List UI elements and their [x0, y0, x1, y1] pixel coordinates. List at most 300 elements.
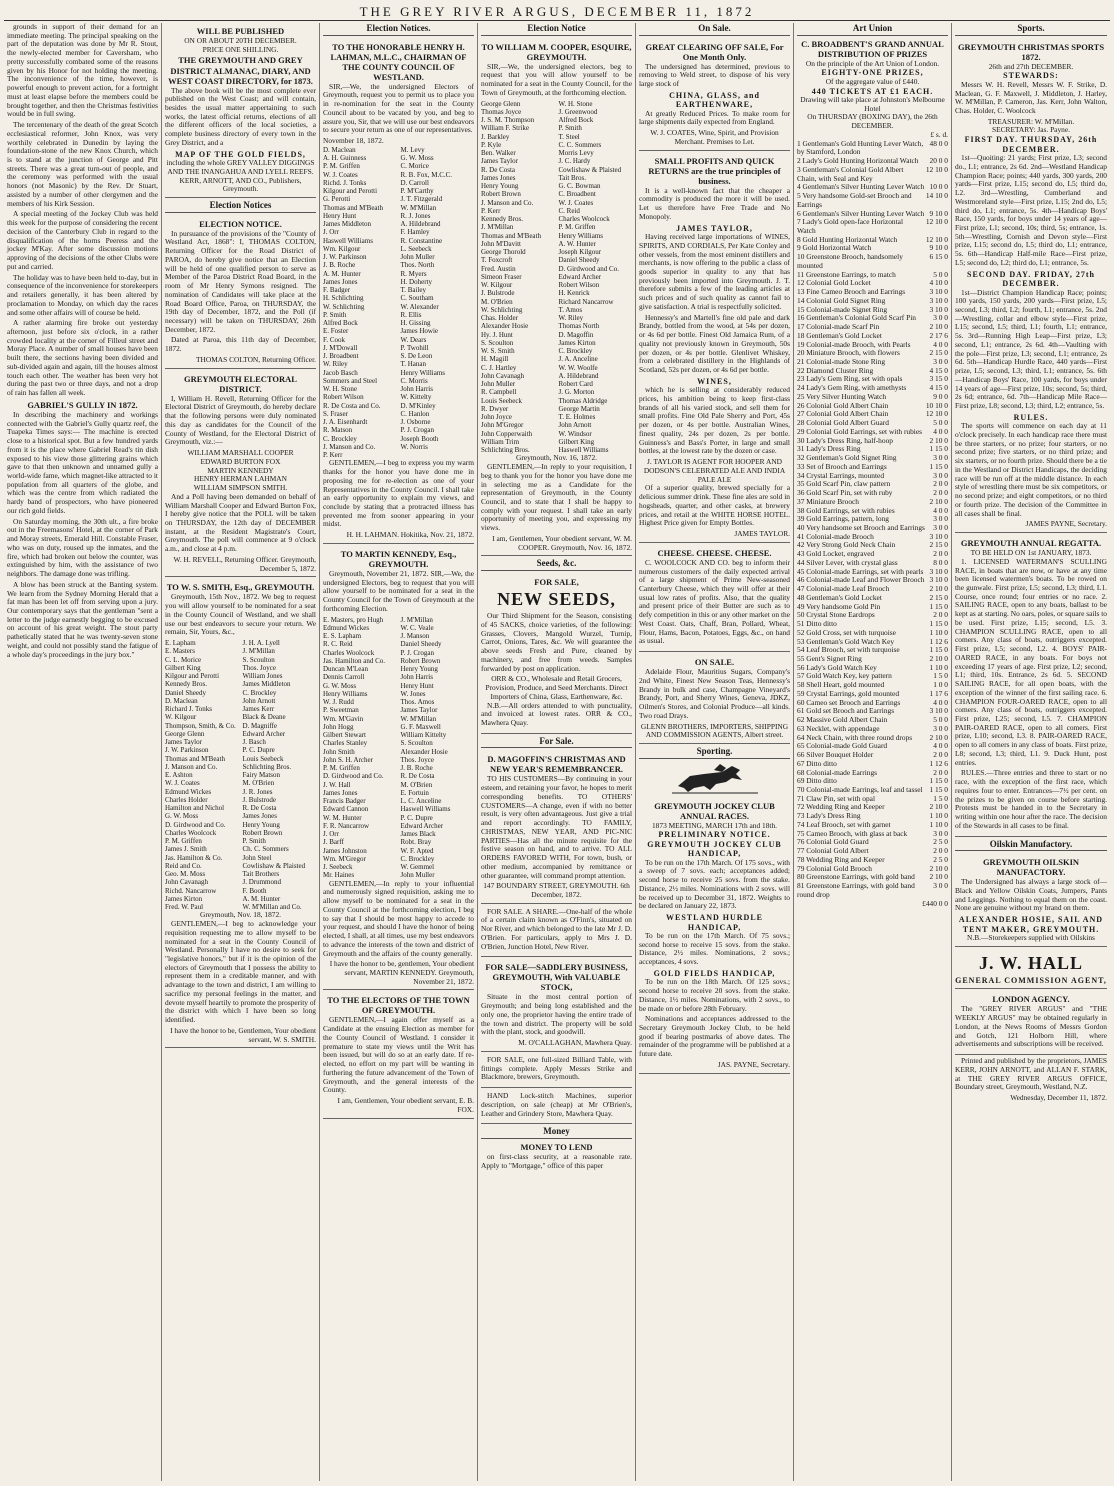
signatory-name: Thos. Joyce	[400, 755, 434, 764]
signatory-name: James Johnston	[323, 846, 367, 855]
ad-body: The above book will be the most complete ever published on the West Coast; and will contain, besides the usual matter appertaining to such works, the latest official returns, elections of all the different officers of the local societies, a complete business directory of every town in the Grey District, and a	[165, 85, 316, 147]
news-paragraph: grounds in support of their demand for an immediate meeting. The principal speaking on the part of the deputation was done by Mr R. Stout, the newly-elected member for Caversham, who pretty successfully combated some of the reasons given by his Honor for not holding the meeting. The inconvenience of the time, however, is powerful enough to prevent action, for a fortnight must at least elapse before the members could be brought together, and then the Christmas festivities would be in full swing.	[7, 23, 158, 119]
prize-description: 11 Greenstone Earrings, to match	[797, 269, 896, 279]
prize-description: 35 Gold Scarf Pin, claw pattern	[797, 479, 891, 489]
reply-signature: I have the honor to be, Gentlemen, Your obedient servant, W. S. SMITH.	[170, 1025, 316, 1044]
signatory-name: Charles Holder	[165, 795, 208, 804]
signatory-name: D. Girdwood and Co.	[558, 264, 619, 273]
prize-value: 2 10 0	[929, 584, 948, 594]
signatory-name: C. Reid	[558, 206, 580, 215]
signatory-name: C. Morris	[400, 376, 428, 385]
signatory-list	[323, 616, 474, 880]
signatory-name: C. J. Hartley	[481, 363, 517, 372]
ad-title: GREYMOUTH JOCKEY CLUB ANNUAL RACES.	[654, 800, 775, 821]
ad-body: TO HIS CUSTOMERS—By continuing in your esteem, and retaining your favor, he hopes to merit corresponding benefits. TO OTHERS' CUSTOMERS—A change, even if with no better result, is very often advantageous. Just give a trial and report accordingly. TO FAMILY, CHRISTMAS, NEW YEAR, AND PIC-NIC PARTIES—Has all the minute requisite for the festive season on hand, and to arrive. TO ALL ORDERS FAVORED WITH, For town, bush, or other medium, accompanied by remittance or other guarantee, will command prompt attention.	[481, 774, 632, 880]
prize-value: 3 15 0	[929, 374, 948, 384]
prize-description: 30 Lady's Dress Ring, half-hoop	[797, 435, 893, 445]
stewards-list: Messrs W. H. Revell, Messrs W. F. Strike, D. Maclean, G. F. Maxwell, J. Middleton, J. Harley, W. M'Millan, P. Cameron, Jas. Kerr, John Walton, Chas. Holder, C. Woolcock	[955, 79, 1107, 116]
signatory-name: John S. H. Archer	[323, 755, 373, 764]
signatory-name: J. M'Dowall	[323, 343, 358, 352]
signatory-name: Edward Cannon	[323, 805, 369, 814]
signatory-name: D. Maclean	[323, 145, 356, 154]
billiard-table-for-sale	[481, 1054, 632, 1088]
signatory-name: P. Kyle	[481, 140, 502, 149]
race-details: To be run on the 17th March. Of 175 sovs., with a sweep of 7 sovs. each; acceptances added; second horse to receive 25 sovs. from the stake. Distance, 2½ miles. Nominations with 2 sovs. will be received up to December 31, 1872. Weights to be declared on January 22, 1873.	[639, 857, 790, 911]
prize-value: 6 15 0	[929, 252, 948, 262]
prize-value: 2 5 0	[933, 854, 948, 864]
signatory-name: Jacob Basch	[323, 368, 358, 377]
signatory-name: W. J. Rudd	[323, 698, 354, 707]
signatory-name: Robt. Bray	[400, 838, 432, 847]
prize-description: 42 Very Strong Gold Neck Chain	[797, 540, 896, 550]
cooper-requisition	[481, 39, 632, 557]
prize-description: 41 Colonial-made Brooch	[797, 531, 874, 541]
signatory-name: F. Badger	[323, 286, 351, 295]
prize-description: 45 Colonial-made Earrings, set with pearls	[797, 566, 924, 576]
signatory-name: W. J. Coates	[558, 198, 594, 207]
prize-description: 22 Diamond Cluster Ring	[797, 365, 874, 375]
signatory-name: D. Carroll	[400, 178, 429, 187]
signatory-name: W. M'Millan and Co.	[242, 903, 302, 912]
events-list: 1st—Quoiting: 21 yards; First prize, L3; second do., L1; entrance, 2s 6d. 2nd—Westland Handicap Champion Race; points; 440 yards, 300 yards, 200 yards—First prize, L15; second do, L5; third do, L2. 3rd—Wrestling, Cumberland and Westmoreland style—First prize, L15; 2nd do, L5; third do, L1; entrance, 5s. 4th—Handicap Boys' Race, 150 yards, for boys under 14 years of age—First prize, L1; second, 10s; third, 5s; entrance, 1s. 5th—Wrestling, Cornish and Devon style—First prize, L15; second do, L5; third do, L1; entrance, 5s. 6th—Handicap Half-mile Race—First prize, L5; second do, L2; third do, L1; entrance, 5s.	[955, 153, 1107, 267]
prize-value: 5 0 0	[933, 418, 948, 428]
signatory-name: William Kittelty	[400, 731, 447, 740]
prize-description: 6 Gentleman's Silver Hunting Lever Watch	[797, 208, 925, 218]
prize-row	[797, 882, 948, 899]
ad-body: which he is selling at considerably reduced prices, his ambition being to keep first-class brands of all his varied stock, and sell them for small profits. Fine Old Pale Sherry and Port, 45s per dozen, or 4s per bottle. Australian Wines, finest quality, 24s per dozen, 2s per bottle. Guinness's and Bass's Porter, in large and small bottles, at the lowest rate by the dozen or case.	[639, 385, 790, 456]
ad-body: Hennessy's and Martell's fine old pale and dark Brandy, bottled from the wood, at 54s per dozen, or 4s 6d per bottle. Finest Old Jamaica Rum, of a quality not previously known in Greymouth, 50s per dozen, or 4s per bottle. Glenlivet Whiskey, from a celebrated distillery in the Highlands of Scotland, 52s per dozen, or 4s 6d per bottle.	[639, 312, 790, 375]
ad-title: D. MAGOFFIN'S CHRISTMAS AND NEW YEAR'S REMEMBRANCER.	[487, 754, 626, 775]
signatory-name: John M'Gregor	[481, 421, 524, 430]
signatory-name: Alfred Bock	[323, 319, 358, 328]
prize-description: 24 Lady's Gem Ring, with amethysts	[797, 383, 907, 393]
ad-body: Of a superior quality, brewed specially for a delicious summer drink. These fine ales are sold in hogsheads, quarter, and other casks, at brewery prices, and retail at the WHITE HORSE HOTEL. Highest Price given for Empty Bottles.	[639, 483, 790, 528]
kennedy-requisition	[323, 546, 474, 991]
notice-label: PRELIMINARY NOTICE.	[658, 830, 771, 840]
signatory-name: J. Orr	[323, 830, 339, 839]
prize-value: 3 0 0	[933, 470, 948, 480]
ad-signature: JAMES TAYLOR.	[734, 529, 790, 539]
signatory-list	[481, 100, 632, 455]
signatory-name: James Middleton	[323, 220, 372, 229]
signatory-name: Fred. W. Paul	[165, 903, 204, 912]
prize-description: 47 Colonial-made Leaf Brooch	[797, 584, 890, 594]
signatory-name: R. Constantine	[400, 236, 443, 245]
signatory-name: Mr. Haines	[323, 871, 355, 880]
signatory-list	[165, 639, 316, 911]
signatory-name: R. De Costa	[481, 165, 516, 174]
news-paragraph: A rather alarming fire broke out yesterday afternoon, just before six o'clock, in a rather crowded locality at the corner of Filleul street and Moray Place. A number of small houses have been built there, the sections having been divided and sub-divided again and again, till the houses almost touch each other. The weather has been very hot during the past two or three days, and not a drop of rain has fallen all week.	[7, 318, 158, 398]
signatory-name: James Howie	[400, 327, 439, 336]
signatory-name: W. Alexander	[400, 302, 439, 311]
prize-description: 7 Lady's Gold open-face Horizontal Watch	[797, 217, 903, 235]
ad-body: The "GREY RIVER ARGUS" and "THE WEEKLY ARGUS" may be obtained regularly in London, at the News Rooms of Messrs Gordon and Gotch, 121 Holborn Hill, where advertisements and subscriptions will be received.	[955, 1004, 1107, 1049]
signatory-name: Richard Nancarrow	[558, 297, 614, 306]
signatory-name: J. W. Parkinson	[165, 746, 209, 755]
signatory-name: E. Lapham	[165, 639, 196, 648]
signatory-name: T. Steel	[558, 132, 580, 141]
ad-agent: J. TAYLOR IS AGENT FOR HOOPER AND DODSON'S CELEBRATED ALE AND INDIA PALE ALE	[643, 457, 786, 484]
signatory-name: Wm. M'Gregor	[323, 854, 366, 863]
signatory-name: J. R. Jones	[242, 787, 273, 796]
signatory-name: Henry Young	[242, 820, 280, 829]
signatory-name: Tait Bros.	[558, 173, 587, 182]
signatory-name: G. Perotti	[323, 195, 351, 204]
prize-description: 38 Gold Earrings, set with rubies	[797, 505, 895, 515]
ad-map-detail: including the whole GREY VALLEY DIGGINGS AND THE INANGAHUA AND LYELL REEFS.	[166, 158, 315, 176]
prize-description: 9 Gold Horizontal Watch	[797, 243, 872, 253]
prize-description: 61 Gold set Brooch and Earrings	[797, 706, 895, 716]
signatory-name: Kennedy Bros.	[165, 680, 207, 689]
signatory-name: G. W. Moss	[165, 812, 199, 821]
candidate: WILLIAM MARSHALL COOPER	[187, 448, 294, 458]
art-union-subtitle: On the principle of the Art Union of London.	[805, 58, 940, 68]
prize-value: 2 0 0	[933, 549, 948, 559]
prize-value: 2 0 0	[933, 846, 948, 856]
prize-value: 2 0 0	[933, 767, 948, 777]
prize-value: 3 10 0	[929, 531, 948, 541]
signatory-name: M. Levy	[400, 145, 425, 154]
prize-description: 64 Neck Chain, with three round drops	[797, 732, 913, 742]
signatory-name: J. M'Millan	[400, 615, 433, 624]
requisition-body: SIR,—We, the undersigned Electors of Greymouth, request you to permit us to place you in re-nomination for the seat in the County Council about to be vacated by you, and beg to assure you, Sir, that we will use our best endeavors to secure your return as one of our representatives.	[323, 81, 474, 135]
signatory-name: P. Sweetman	[323, 706, 359, 715]
prize-description: 51 Ditto ditto	[797, 619, 837, 629]
prize-description: 58 Shell Heart, gold mounted	[797, 680, 885, 690]
prize-description: 71 Claw Pin, set with opal	[797, 793, 876, 803]
currency-header: £ s. d.	[930, 129, 948, 139]
prize-value: 1 10 0	[929, 819, 948, 829]
prize-value: 1 15 0	[929, 645, 948, 655]
signatory-name: H. Magill	[481, 355, 509, 364]
signatory-name: William Trim	[481, 437, 520, 446]
signatory-name: John Joyce	[481, 413, 512, 422]
column-art-union	[794, 23, 952, 1481]
signatory-name: P. J. Crogan	[400, 426, 434, 435]
prize-value: 1 15 0	[929, 619, 948, 629]
news-paragraph: A blow has been struck at the Banting system. We learn from the Sydney Morning Herald that a fat man has been let off from serving upon a jury. Our contemporary says that the gentleman "sent a letter to the judge earnestly begging to be excused on account of his great weight. The stout party pathetically stated that he was twenty-seven stone weight, and could not possibly stand the fatigue of a whole day's proceedings in the jury box."	[7, 579, 158, 659]
ad-body: Nominations and acceptances addressed to the Secretary Greymouth Jockey Club, to be held good if bearing postmarks of above dates. The remainder of the programme will be published at a future date.	[639, 1014, 790, 1059]
signatory-name: J. Barkley	[481, 132, 510, 141]
prize-value: 2 15 0	[929, 592, 948, 602]
signatory-name: G. C. Bowman	[558, 182, 601, 191]
ad-dates: 26th and 27th DECEMBER.	[988, 61, 1074, 71]
signatory-name: James Jones	[323, 788, 358, 797]
signatory-name: James J. Smith	[165, 845, 207, 854]
prize-description: 40 Very handsome set Brooch and Earrings	[797, 522, 925, 532]
race-details: To be run on the 18th March. Of 125 sovs.; second horse to receive 20 sovs. from the stake. Distance, 1½ miles. Nominations, with 2 sovs., to be made on or before 28th February.	[639, 977, 790, 1013]
art-union-title: C. BROADBENT'S GRAND ANNUAL DISTRIBUTION OF PRIZES	[801, 38, 944, 59]
prize-value: 1 15 0	[929, 776, 948, 786]
prize-description: 16 Gentleman's Colonial Gold Scarf Pin	[797, 313, 916, 323]
prize-value: 1 5 0	[933, 793, 948, 803]
prize-value: 2 15 0	[929, 540, 948, 550]
signatory-name: C. Hanlon	[400, 409, 430, 418]
prize-value: 2 10 0	[929, 653, 948, 663]
signatory-name: C. Brockley	[558, 347, 593, 356]
signatory-name: R. De Costa	[242, 804, 277, 813]
signatory-name: A. M. Hunter	[242, 894, 281, 903]
signatory-name: Daniel Sheedy	[165, 688, 207, 697]
prize-description: 50 Crystal Stone Eardrops	[797, 610, 875, 620]
signatory-name: Thos. North	[400, 261, 435, 270]
signatory-name: John Steel	[242, 853, 272, 862]
prize-description: 80 Greenstone Earrings, with gold band	[797, 872, 915, 882]
signatory-name: John Muller	[400, 253, 435, 262]
prize-row	[797, 166, 948, 183]
signatory-name: W. Riley	[558, 314, 584, 323]
prize-description: 5 Very handsome Gold-set Brooch and Earrings	[797, 191, 912, 209]
signatory-name: W. Schlichting	[481, 305, 523, 314]
ad-subtitle: GENERAL COMMISSION AGENT,	[955, 975, 1107, 985]
signatory-name: Robert Brown	[400, 656, 441, 665]
regatta-rules: RULES.—Three entries and three to start or no race, with the exception of the first race, which requires four to enter. Entrances—7½ per cent. on the prizes to be given on course before starting. Protests must be handed in to the Secretary in writing within one hour after the race. The decision of the Stewards in all cases to be final.	[955, 768, 1107, 830]
prize-value: 4 0 0	[933, 697, 948, 707]
signatory-name: Richard J. Tonks	[165, 705, 213, 714]
prize-description: 3 Gentleman's Colonial Gold Albert Chain, with Seal and Key	[797, 164, 904, 183]
prize-value: 3 10 0	[929, 566, 948, 576]
prize-value: Of the aggregate value of £440.	[825, 76, 920, 86]
signatory-name: Henry Williams	[323, 689, 368, 698]
saddlery-for-sale	[481, 959, 632, 1051]
signatory-name: Wm. Kilgour	[323, 244, 361, 253]
signatory-name: T. Foxcroft	[481, 256, 513, 265]
jockey-club-ad	[639, 798, 790, 1074]
prize-description: 12 Colonial Gold Locket	[797, 278, 871, 288]
signatory-name: Kennedy Bros.	[481, 215, 523, 224]
signatory-name: M. O'Brien	[481, 297, 513, 306]
signatory-name: Charles Woolcock	[165, 828, 217, 837]
prize-description: 65 Colonial-made Gold Guard	[797, 741, 888, 751]
signatory-name: John Cavanagh	[165, 878, 208, 887]
signatory-name: H. Doherty	[400, 277, 432, 286]
prize-description: 18 Gentleman's Gold Locket	[797, 330, 882, 340]
signatory-name: J. W. Hall	[323, 780, 351, 789]
prize-value: 1 0 0	[933, 680, 948, 690]
section-heading: Money	[481, 1126, 632, 1139]
signatory-name: John M'Davitt	[481, 239, 521, 248]
column-almanac-elections	[162, 23, 320, 1481]
ad-price: PRICE ONE SHILLING.	[202, 44, 279, 54]
day-heading: FIRST DAY. THURSDAY, 26th DECEMBER.	[964, 135, 1098, 154]
signatory-name: P. M. Griffen	[558, 223, 596, 232]
signatory-name: Schlichting Bros.	[481, 446, 530, 455]
ad-title: SMALL PROFITS AND QUICK RETURNS are the true principles of business.	[648, 155, 781, 186]
glenn-on-sale-ad	[639, 654, 790, 744]
signatory-name: A. Hildebrand	[400, 220, 441, 229]
prize-value: 4 15 0	[929, 383, 948, 393]
ad-body: C. WOOLCOCK AND CO. beg to inform their numerous customers of the daily expected arrival of a large shipment of Prime New-seasoned Canterbury Cheese, which they will offer at their usual low rates of profits. Also, that the quality and present price of their Butter are such as to defy competition in this or any other market on the West Coast. Oats, Chaff, Bran, Pollard, Wheat, Flour, Hams, Bacon, Potatoes, Eggs, &c., on hand as usual.	[639, 557, 790, 646]
signatory-name: J. Bulstrode	[242, 795, 276, 804]
signatory-name: Henry Hunt	[400, 681, 434, 690]
ad-signature: JAS. PAYNE, Secretary.	[717, 1059, 790, 1069]
signatory-name: T. E. Holmes	[558, 413, 596, 422]
prize-description: 29 Colonial Gold Earrings, set with rubies	[797, 426, 923, 436]
signatory-name: P. J. Crogan	[400, 648, 434, 657]
signatory-name: James Taylor	[481, 157, 518, 166]
stewards-heading: STEWARDS:	[1003, 71, 1059, 81]
prize-value: 3 10 0	[929, 295, 948, 305]
prize-value: 3 10 0	[929, 287, 948, 297]
signatory-name: S. Fraser	[323, 409, 348, 418]
signatory-name: J. Manson and Co.	[165, 762, 218, 771]
signatory-name: J. Manson and Co.	[323, 442, 376, 451]
ad-title: CHEESE. CHEESE. CHEESE.	[657, 547, 772, 558]
address-title: TO THE ELECTORS OF THE TOWN OF GREYMOUTH.	[327, 995, 470, 1016]
oilskin-ad	[955, 854, 1107, 947]
signatory-name: W. Norris	[400, 442, 428, 451]
prize-description: 66 Silver Bouquet Holder	[797, 750, 874, 760]
share-for-sale	[481, 906, 632, 958]
column-cooper-seeds-sale	[478, 23, 636, 1481]
signatory-name: A. W. Hunter	[558, 239, 596, 248]
signatory-name: Edmund Wickes	[165, 787, 212, 796]
prize-description: 56 Lady's Gold Watch Key	[797, 662, 877, 672]
signatory-name: H. Schlichting	[323, 294, 364, 303]
ad-title: MONEY TO LEND	[520, 1141, 593, 1152]
notice-signature: W. H. REVELL, Returning Officer. Greymouth, December 5, 1872.	[173, 554, 316, 573]
prize-value: 3 10 0	[929, 304, 948, 314]
signatory-name: Daniel Sheedy	[558, 256, 600, 265]
signatory-name: John Muller	[400, 871, 435, 880]
prize-description: 8 Gold Hunting Horizontal Watch	[797, 234, 898, 244]
ad-headline: WILL BE PUBLISHED	[196, 26, 285, 36]
prize-value: 2 10 0	[929, 435, 948, 445]
imprint-text: Printed and published by the proprietors, JAMES KERR, JOHN ARNOTT, and ALLAN F. STARK, at THE GREY RIVER ARGUS OFFICE, Boundary street, Greymouth, Westland, N.Z.	[955, 1056, 1107, 1092]
prize-value: 1 12 6	[929, 636, 948, 646]
prize-value: 2 10 0	[929, 732, 948, 742]
signatory-name: Simeon Fraser	[481, 272, 522, 281]
prize-value: 4 10 0	[929, 278, 948, 288]
signatory-name: P. Smith	[242, 837, 266, 846]
section-heading: On Sale.	[639, 23, 790, 36]
candidate: MARTIN KENNEDY	[207, 465, 274, 475]
christmas-sports-ad	[955, 39, 1107, 533]
signatory-name: W. F. Apted	[400, 846, 434, 855]
signatory-name: J. T. Fitzgerald	[400, 195, 443, 204]
prize-description: 73 Lady's Dress Ring	[797, 811, 861, 821]
signatory-name: J. G. Morton	[558, 388, 595, 397]
ad-body: The undersigned has determined, previous to removing to Weld street, to dispose of his very large stock of	[639, 61, 790, 89]
signatory-name: P. Kerr	[323, 451, 343, 460]
signatory-name: Thomas and M'Beath	[481, 231, 541, 240]
signatory-name: F. Cook	[323, 335, 346, 344]
signatory-name: J. B. Roche	[323, 261, 356, 270]
prize-description: 27 Colonial Gold Albert Chain	[797, 409, 889, 419]
prize-description: 26 Colonial Gold Albert Chain	[797, 400, 889, 410]
signatory-name: John Hogg	[323, 722, 354, 731]
prize-value: 1 5 0	[933, 671, 948, 681]
prize-description: 4 Gentleman's Silver Hunting Lever Watch	[797, 182, 925, 192]
signatory-name: Gilbert Stewart	[323, 731, 366, 740]
lahman-requisition	[323, 39, 474, 544]
notice-body: In pursuance of the provisions of the "County of Westland Act, 1868": I, THOMAS COLTON, Returning Officer for the Road District of PAROA, do hereby give notice that an Election will be held of one qualified person to serve as Member of the Paroa District Road Board, in the room of Mr Henry Symons resigned. The nomination of Candidates will take place at the Road Board Office, Paroa, on THURSDAY, the 19th day of December, 1872, and the Poll (if necessary) will be taken on THURSDAY, 26th December, 1872.	[165, 228, 316, 334]
signatory-name: Cowlishaw & Plaisted	[242, 861, 306, 870]
signatory-name: W. S. Smith	[481, 347, 515, 356]
prize-value: 1 10 0	[929, 662, 948, 672]
ad-body: HAND Lock-stitch Machines, superior description, on sale (cheap) at Mr O'Brien's, Leather and Grindery Store, Mawhera Quay.	[481, 1091, 632, 1118]
signatory-name: Haswell Williams	[400, 805, 451, 814]
signatory-name: John Harris	[400, 385, 433, 394]
signatory-name: R. Matson	[323, 426, 353, 435]
ad-dates: TO BE HELD ON 1st JANUARY, 1873.	[970, 548, 1092, 558]
prize-row	[797, 253, 948, 270]
signatory-name: C. C. Sommers	[558, 140, 602, 149]
signatory-name: P. Kerr	[481, 206, 501, 215]
signatory-name: Henry Young	[400, 665, 438, 674]
prize-description: 13 Fine Cameo Brooch and Earrings	[797, 287, 906, 297]
signatory-name: Fairy Matson	[242, 771, 281, 780]
signatory-name: C. Brockley	[323, 434, 357, 443]
signatory-name: Charles Woolcock	[558, 215, 610, 224]
signatory-name: John Muller	[481, 380, 516, 389]
signatory-name: A. H. Guinness	[323, 154, 367, 163]
signatory-name: M. O'Brien	[242, 779, 275, 788]
signatory-name: G. F. Maxwell	[400, 722, 441, 731]
prize-value: 3 10 0	[929, 575, 948, 585]
signatory-name: W. H. Stone	[323, 385, 357, 394]
signatory-name: W. Dears	[400, 335, 427, 344]
prize-value: 2 0 0	[933, 750, 948, 760]
column-on-sale-sporting	[636, 23, 794, 1481]
signatory-name: F. Hamley	[400, 228, 430, 237]
signatory-name: James Jones	[242, 812, 277, 821]
ad-note: N.B.—All orders attended to with punctuality, and invoiced at lowest rates. ORR & CO., Mawhera Quay.	[481, 700, 632, 728]
signatory-name: Alexander Hosie	[481, 322, 529, 331]
column-sports	[952, 23, 1110, 1481]
prize-total: £440 0 0	[922, 898, 948, 908]
prize-description: 25 Very Silver Hunting Watch	[797, 391, 887, 401]
column-news	[4, 23, 162, 1481]
signatory-name: J. M'Millan	[242, 647, 275, 656]
signatory-name: S. De Leon	[400, 352, 433, 361]
hall-ad	[955, 949, 1107, 990]
ad-body: FOR SALE, one full-sized Billiard Table, with fittings complete. Apply Messrs Strike and Blackmore, brewers, Greymouth.	[481, 1054, 632, 1082]
signatory-name: Edmund Wickes	[323, 623, 370, 632]
ad-body: Situate in the most central portion of Greymouth; and being long established and the only one, the proprietor having the entire trade of the town and district. The property will be sold with the plant, stock, and goodwill.	[481, 992, 632, 1037]
ad-title: ON SALE.	[694, 657, 735, 668]
signatory-name: J. H. A. Lyell	[242, 639, 280, 648]
prize-row	[797, 192, 948, 209]
prize-value: 2 10 0	[929, 802, 948, 812]
prize-value: 1 10 0	[929, 811, 948, 821]
article-title: GABRIEL'S GULLY IN 1872.	[27, 399, 138, 410]
prize-description: 78 Wedding Ring and Keeper	[797, 854, 885, 864]
signatory-name: Charles Stanley	[323, 739, 368, 748]
notice-signature: THOMAS COLTON, Returning Officer.	[196, 354, 316, 364]
prize-description: 55 Gent's Signet Ring	[797, 653, 862, 663]
signatory-name: Black & Deane	[242, 713, 286, 722]
prize-description: 2 Lady's Gold Hunting Horizontal Watch	[797, 156, 919, 166]
signatory-name: George Glenn	[481, 99, 521, 108]
prize-value: 2 10 0	[929, 322, 948, 332]
signatory-name: A. Hildebrand	[558, 371, 599, 380]
signatory-name: G. W. Moss	[400, 154, 434, 163]
prize-description: 39 Gold Earrings, pattern, long	[797, 514, 889, 524]
prize-description: 76 Colonial Gold Guard	[797, 837, 869, 847]
prize-description: 21 Colonial-made Stone Ring	[797, 357, 886, 367]
prize-value: 2 0 0	[933, 610, 948, 620]
signatory-name: James Middleton	[242, 680, 291, 689]
prize-row	[797, 140, 948, 157]
signatory-name: Morris Levy	[558, 149, 594, 158]
requisition-body: SIR,—We, the undersigned electors, beg to request that you will allow yourself to be nominated for a seat in the County Council, for the Town of Greymouth, at the forthcoming election.	[481, 61, 632, 97]
section-heading: Sporting.	[639, 746, 790, 759]
signatory-name: D. Magoffin	[558, 330, 594, 339]
news-paragraph: The tercentenary of the death of the great Scotch ecclesiastical reformer, John Knox, was very worthily celebrated in Dunedin by laying the foundation-stone of the new Knox Church, which is to stand at the junction of George and Pitt streets. There was a great turn-out of people, and the ceremony was performed with the usual honors (not Masonic) by the Rev. Dr Stuart, assisted by a number of other clergymen and the members of his Kirk Session.	[7, 120, 158, 208]
signatory-name: Fred. Austin	[481, 264, 516, 273]
signatory-name: Joseph Booth	[400, 434, 439, 443]
